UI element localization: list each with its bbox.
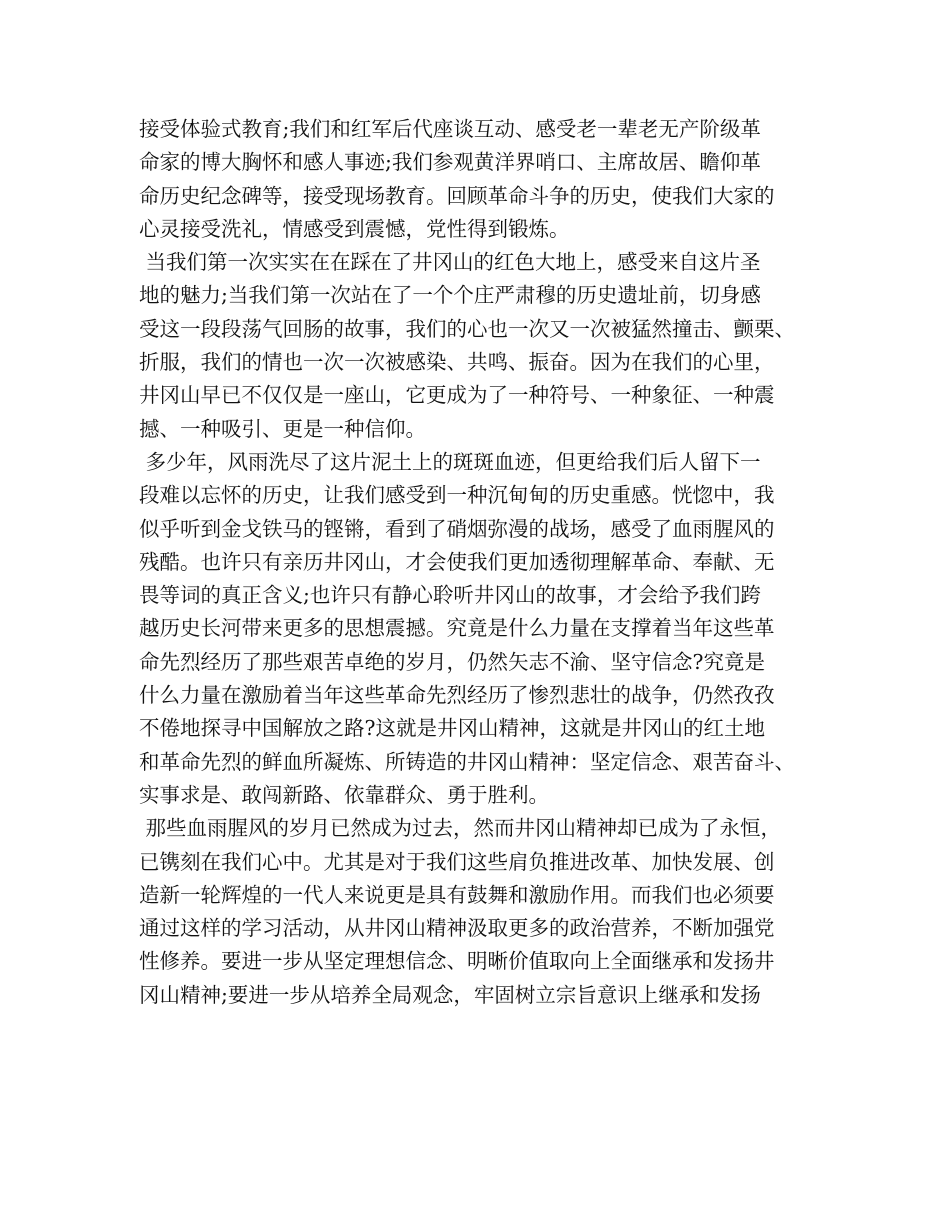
text-line: 折服，我们的情也一次一次被感染、共鸣、振奋。因为在我们的心里， [139, 350, 775, 375]
text-line: 接受体验式教育;我们和红军后代座谈互动、感受老一辈老无产阶级革 [139, 117, 761, 141]
text-line: 命历史纪念碑等，接受现场教育。回顾革命斗争的历史，使我们大家的 [139, 183, 775, 208]
text-line: 通过这样的学习活动，从井冈山精神汲取更多的政治营养，不断加强党 [139, 916, 775, 941]
text-line: 不倦地探寻中国解放之路?这就是井冈山精神，这就是井冈山的红土地 [139, 716, 765, 741]
text-line: 实事求是、敢闯新路、依靠群众、勇于胜利。 [139, 782, 549, 807]
text-line: 命家的博大胸怀和感人事迹;我们参观黄洋界哨口、主席故居、瞻仰革 [139, 150, 761, 175]
text-line: 似乎听到金戈铁马的铿锵，看到了硝烟弥漫的战场，感受了血雨腥风的 [139, 516, 775, 541]
text-line: 段难以忘怀的历史，让我们感受到一种沉甸甸的历史重感。恍惚中，我 [139, 483, 775, 508]
text-line: 残酷。也许只有亲历井冈山，才会使我们更加透彻理解革命、奉献、无 [139, 549, 775, 574]
text-line: 性修养。要进一步从坚定理想信念、明晰价值取向上全面继承和发扬井 [139, 949, 775, 974]
text-line: 受这一段段荡气回肠的故事，我们的心也一次又一次被猛然撞击、颤栗、 [139, 316, 795, 341]
text-line: 多少年，风雨洗尽了这片泥土上的斑斑血迹，但更给我们后人留下一 [139, 449, 761, 474]
text-line: 命先烈经历了那些艰苦卓绝的岁月，仍然矢志不渝、坚守信念?究竟是 [139, 649, 765, 674]
text-line: 地的魅力;当我们第一次站在了一个个庄严肃穆的历史遗址前，切身感 [139, 283, 761, 308]
text-line: 畏等词的真正含义;也许只有静心聆听井冈山的故事，才会给予我们跨 [139, 583, 761, 608]
text-line: 心灵接受洗礼，情感受到震憾，党性得到锻炼。 [139, 216, 570, 241]
document-body [139, 113, 819, 1012]
text-line: 冈山精神;要进一步从培养全局观念，牢固树立宗旨意识上继承和发扬 [139, 982, 761, 1007]
text-line: 井冈山早已不仅仅是一座山，它更成为了一种符号、一种象征、一种震 [139, 383, 775, 408]
text-line: 和革命先烈的鲜血所凝炼、所铸造的井冈山精神：坚定信念、艰苦奋斗、 [139, 749, 795, 774]
text-line: 当我们第一次实实在在踩在了井冈山的红色大地上，感受来自这片圣 [139, 250, 761, 275]
text-line: 撼、一种吸引、更是一种信仰。 [139, 416, 426, 441]
text-line: 已镌刻在我们心中。尤其是对于我们这些肩负推进改革、加快发展、创 [139, 849, 775, 874]
text-line: 什么力量在激励着当年这些革命先烈经历了惨烈悲壮的战争，仍然孜孜 [139, 683, 775, 708]
text-line: 造新一轮辉煌的一代人来说更是具有鼓舞和激励作用。而我们也必须要 [139, 882, 775, 907]
text-line: 那些血雨腥风的岁月已然成为过去，然而井冈山精神却已成为了永恒， [139, 816, 782, 841]
text-line: 越历史长河带来更多的思想震撼。究竟是什么力量在支撑着当年这些革 [139, 616, 775, 641]
